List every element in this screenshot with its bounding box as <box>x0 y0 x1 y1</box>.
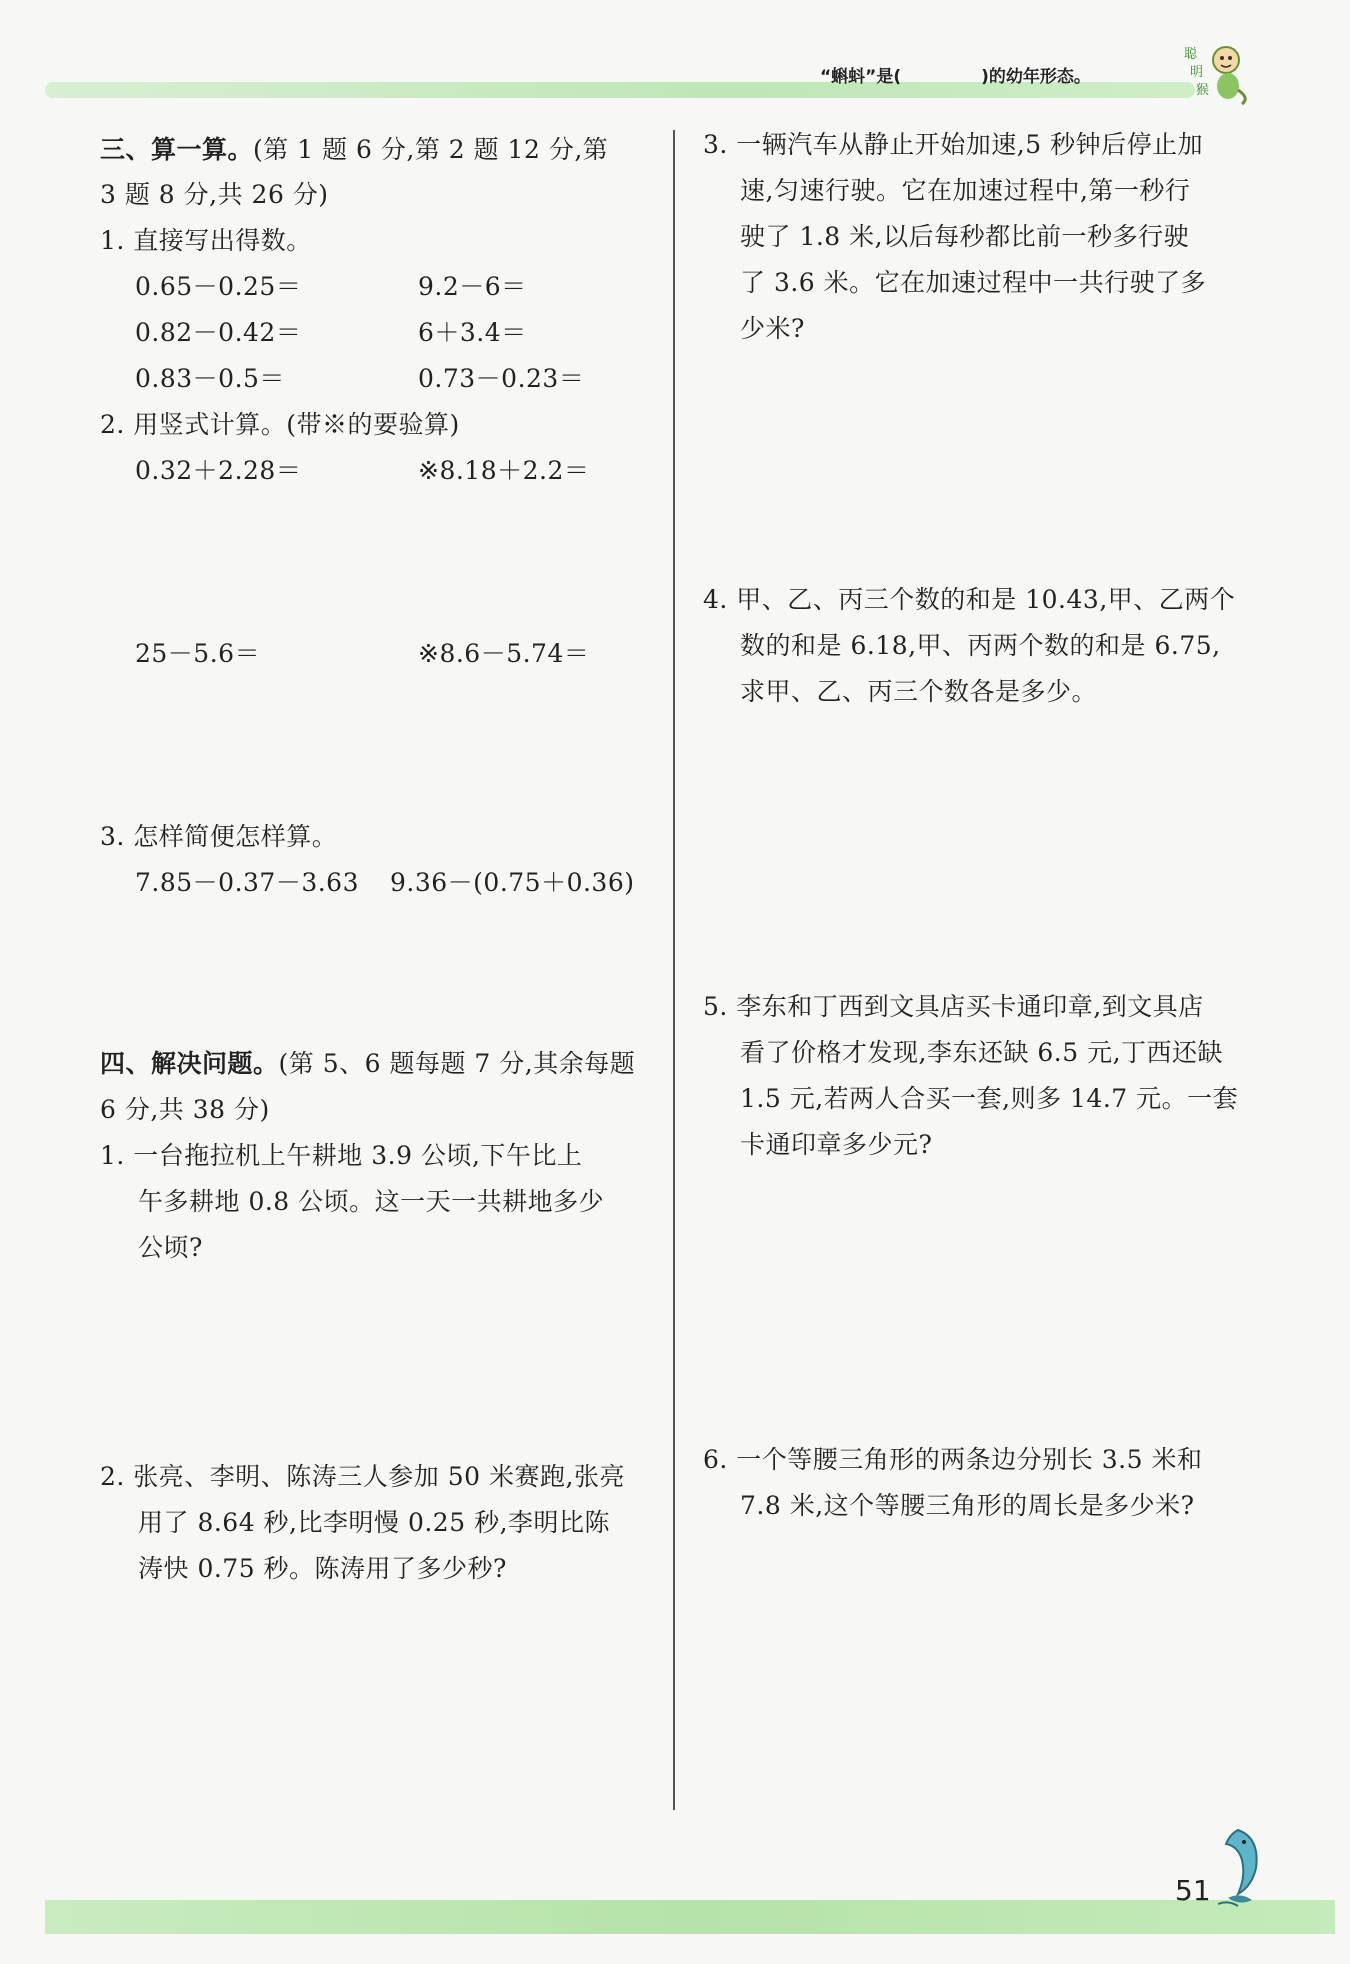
problem-3-line-1: 3. 一辆汽车从静止开始加速,5 秒钟后停止加 <box>703 130 1204 159</box>
header-riddle <box>820 62 1180 92</box>
q2-expr-d: ※8.6－5.74＝ <box>418 639 590 668</box>
q1-expr-a: 0.65－0.25＝ <box>135 272 302 301</box>
problem-1-line-2: 午多耕地 0.8 公顷。这一天一共耕地多少 <box>138 1187 605 1216</box>
q1-expr-e: 0.83－0.5＝ <box>135 364 285 393</box>
problem-4-line-1: 4. 甲、乙、丙三个数的和是 10.43,甲、乙两个 <box>703 585 1236 614</box>
q1-expr-f: 0.73－0.23＝ <box>418 364 585 393</box>
section-4-heading: 四、解决问题。(第 5、6 题每题 7 分,其余每题 <box>100 1049 636 1078</box>
riddle-prefix: “蝌蚪”是( <box>820 67 902 87</box>
q1-expr-d: 6＋3.4＝ <box>418 318 527 347</box>
q3-title: 3. 怎样简便怎样算。 <box>100 822 338 851</box>
problem-6-line-1: 6. 一个等腰三角形的两条边分别长 3.5 米和 <box>703 1445 1203 1474</box>
logo-char-2: 明 <box>1190 65 1204 80</box>
q1-title: 1. 直接写出得数。 <box>100 226 312 255</box>
problem-5-line-2: 看了价格才发现,李东还缺 6.5 元,丁西还缺 <box>740 1038 1224 1067</box>
section-4-heading-cont: 6 分,共 38 分) <box>100 1095 270 1124</box>
problem-5-line-3: 1.5 元,若两人合买一套,则多 14.7 元。一套 <box>740 1084 1239 1113</box>
q1-expr-c: 0.82－0.42＝ <box>135 318 302 347</box>
problem-2-line-2: 用了 8.64 秒,比李明慢 0.25 秒,李明比陈 <box>138 1508 611 1537</box>
problem-3-line-4: 了 3.6 米。它在加速过程中一共行驶了多 <box>740 268 1207 297</box>
monkey-icon <box>1180 38 1250 106</box>
problem-1-line-3: 公顷? <box>138 1233 203 1262</box>
problem-5-line-1: 5. 李东和丁西到文具店买卡通印章,到文具店 <box>703 992 1204 1021</box>
page-number: 51 <box>1175 1874 1211 1907</box>
problem-4-line-3: 求甲、乙、丙三个数各是多少。 <box>740 677 1098 706</box>
q2-expr-a: 0.32＋2.28＝ <box>135 456 302 485</box>
q3-expr-a: 7.85－0.37－3.63 <box>135 868 359 897</box>
problem-2-line-3: 涛快 0.75 秒。陈涛用了多少秒? <box>138 1554 507 1583</box>
q1-expr-b: 9.2－6＝ <box>418 272 527 301</box>
problem-6-line-2: 7.8 米,这个等腰三角形的周长是多少米? <box>740 1491 1195 1520</box>
problem-3-line-2: 速,匀速行驶。它在加速过程中,第一秒行 <box>740 176 1191 205</box>
q2-title: 2. 用竖式计算。(带※的要验算) <box>100 410 460 439</box>
problem-3-line-3: 驶了 1.8 米,以后每秒都比前一秒多行驶 <box>740 222 1190 251</box>
problem-2-line-1: 2. 张亮、李明、陈涛三人参加 50 米赛跑,张亮 <box>100 1462 625 1491</box>
logo-char-1: 聪 <box>1184 47 1198 62</box>
dolphin-icon <box>1208 1820 1270 1910</box>
section-3-heading: 三、算一算。(第 1 题 6 分,第 2 题 12 分,第 <box>100 135 609 164</box>
logo-char-3: 猴 <box>1196 83 1210 98</box>
q2-expr-b: ※8.18＋2.2＝ <box>418 456 590 485</box>
q3-expr-b: 9.36－(0.75＋0.36) <box>390 868 635 897</box>
problem-5-line-4: 卡通印章多少元? <box>740 1130 933 1159</box>
footer-band <box>45 1900 1335 1934</box>
column-divider <box>673 130 675 1810</box>
problem-4-line-2: 数的和是 6.18,甲、丙两个数的和是 6.75, <box>740 631 1221 660</box>
section-3-heading-cont: 3 题 8 分,共 26 分) <box>100 180 329 209</box>
problem-1-line-1: 1. 一台拖拉机上午耕地 3.9 公顷,下午比上 <box>100 1141 583 1170</box>
problem-3-line-5: 少米? <box>740 314 805 343</box>
riddle-suffix: )的幼年形态。 <box>981 67 1091 87</box>
q2-expr-c: 25－5.6＝ <box>135 639 261 668</box>
